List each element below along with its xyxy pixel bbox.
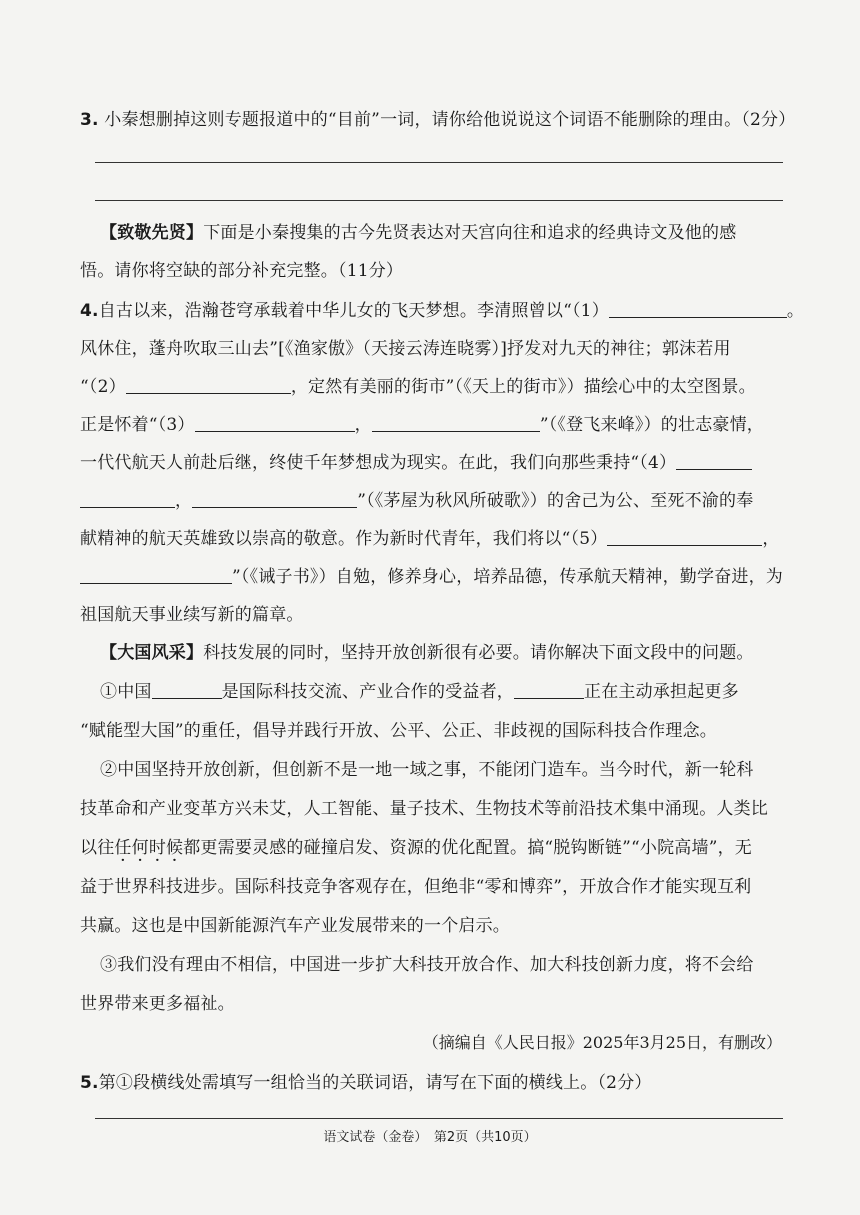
question-4-line5: [80, 448, 785, 473]
section-intro: 科技发展的同时，坚持开放创新很有必要。请你解决下面文段中的问题。: [203, 643, 754, 663]
fill-blank-4a-cont[interactable]: [80, 492, 175, 508]
passage-p1-line2: “赋能型大国”的重任，倡导并践行开放、公平、公正、非歧视的国际科技合作理念。: [80, 721, 717, 741]
question-4-line2: 风休住，蓬舟吹取三山去”[《渔家傲》（天接云涛连晓雾）]抒发对九天的神往；郭沫若用: [80, 339, 731, 359]
section-intro: 下面是小秦搜集的古今先贤表达对天宫向往和追求的经典诗文及他的感: [203, 223, 737, 243]
answer-line[interactable]: [95, 1118, 783, 1119]
passage-text: ①中国: [100, 682, 152, 702]
passage-p2-line5: 共赢。这也是中国新能源汽车产业发展带来的一个启示。: [80, 916, 510, 936]
question-text: 第①段横线处需填写一组恰当的关联词语，请写在下面的横线上。（2分）: [98, 1073, 652, 1093]
passage-p2-line1: ②中国坚持开放创新，但创新不是一地一域之事，不能闭门造车。当今时代，新一轮科: [100, 760, 754, 780]
q4-text: ”（《茅屋为秋风所破歌》）的舍己为公、至死不渝的奉: [357, 491, 754, 511]
emphasis-char: 时: [148, 838, 167, 858]
passage-source: （摘编自《人民日报》2025年3月25日，有删改）: [422, 1033, 782, 1052]
section-daguo: [100, 638, 785, 663]
fill-blank-5b[interactable]: [80, 568, 232, 584]
section-intro-line2: 悟。请你将空缺的部分补充完整。（11分）: [80, 261, 404, 281]
section-title: 【大国风采】: [100, 643, 204, 663]
emphasis-char: 候: [166, 838, 184, 858]
section-title: 【致敬先贤】: [100, 223, 204, 243]
question-4-line6: [80, 486, 785, 511]
question-4-line3: [80, 372, 785, 397]
passage-p2-line4: 益于世界科技进步。国际科技竞争客观存在，但绝非“零和博弈”，开放合作才能实现互利: [80, 877, 752, 897]
page-footer: 语文试卷（金卷） 第2页（共10页）: [323, 1130, 537, 1145]
passage-p2-line2: 技革命和产业变革方兴未艾，人工智能、量子技术、生物技术等前沿技术集中涌现。人类比: [80, 799, 768, 819]
q4-text: ，: [354, 415, 372, 435]
question-number: 3.: [80, 110, 99, 130]
emphasis-char: 何: [131, 838, 149, 858]
emphasis-char: 任: [114, 838, 132, 858]
fill-blank-connector-1[interactable]: [152, 683, 222, 699]
answer-line[interactable]: [95, 200, 783, 201]
q4-text: ，: [762, 529, 780, 549]
fill-blank-1[interactable]: [609, 302, 787, 318]
fill-blank-4a[interactable]: [676, 454, 752, 470]
q4-text: 。: [786, 301, 805, 321]
passage-p3-line2: 世界带来更多福祉。: [80, 994, 235, 1014]
passage-text: 都更需要灵感的碰撞启发、资源的优化配置。搞“脱钩断链”“小院高墙”，无: [183, 838, 752, 858]
fill-blank-3a[interactable]: [195, 416, 355, 432]
q4-text: “（2）: [80, 377, 126, 397]
question-4-line8: [80, 562, 785, 587]
answer-line[interactable]: [95, 162, 783, 163]
fill-blank-4b[interactable]: [192, 492, 357, 508]
question-4-line4: [80, 410, 785, 435]
question-4-line7: [80, 524, 785, 549]
question-5: [80, 1068, 785, 1093]
question-number: 5.: [80, 1073, 99, 1093]
q4-text: ，: [175, 491, 193, 511]
fill-blank-connector-2[interactable]: [514, 683, 584, 699]
q4-text: 一代代航天人前赴后继，终使千年梦想成为现实。在此，我们向那些秉持“（4）: [80, 453, 677, 473]
q4-text: ，定然有美丽的街市”（《天上的街市》）描绘心中的太空图景。: [290, 377, 756, 397]
section-xianxian: [100, 218, 785, 243]
passage-p1-line1: [100, 677, 785, 702]
passage-p3-line1: ③我们没有理由不相信，中国进一步扩大科技开放合作、加大科技创新力度，将不会给: [100, 955, 754, 975]
passage-text: 以往: [80, 838, 115, 858]
question-4-line1: [80, 296, 805, 321]
question-3: [80, 105, 796, 130]
q4-text: 献精神的航天英雄致以崇高的敬意。作为新时代青年，我们将以“（5）: [80, 529, 608, 549]
fill-blank-5a[interactable]: [607, 530, 762, 546]
passage-text: 正在主动承担起更多: [584, 682, 739, 702]
q4-text: 正是怀着“（3）: [80, 415, 195, 435]
passage-p2-line3: [80, 833, 785, 858]
q4-text: ”（《诫子书》）自勉，修养身心，培养品德，传承航天精神，勤学奋进，为: [232, 567, 783, 587]
question-number: 4.: [80, 301, 99, 321]
fill-blank-2[interactable]: [126, 378, 291, 394]
fill-blank-3b[interactable]: [372, 416, 540, 432]
question-4-line9: 祖国航天事业续写新的篇章。: [80, 605, 304, 625]
question-text: 小秦想删掉这则专题报道中的“目前”一词，请你给他说说这个词语不能删除的理由。（2分）: [104, 110, 796, 130]
passage-text: 是国际科技交流、产业合作的受益者，: [221, 682, 515, 702]
q4-text: ”（《登飞来峰》）的壮志豪情，: [539, 415, 765, 435]
q4-text: 自古以来，浩瀚苍穹承载着中华儿女的飞天梦想。李清照曾以“（1）: [98, 301, 609, 321]
